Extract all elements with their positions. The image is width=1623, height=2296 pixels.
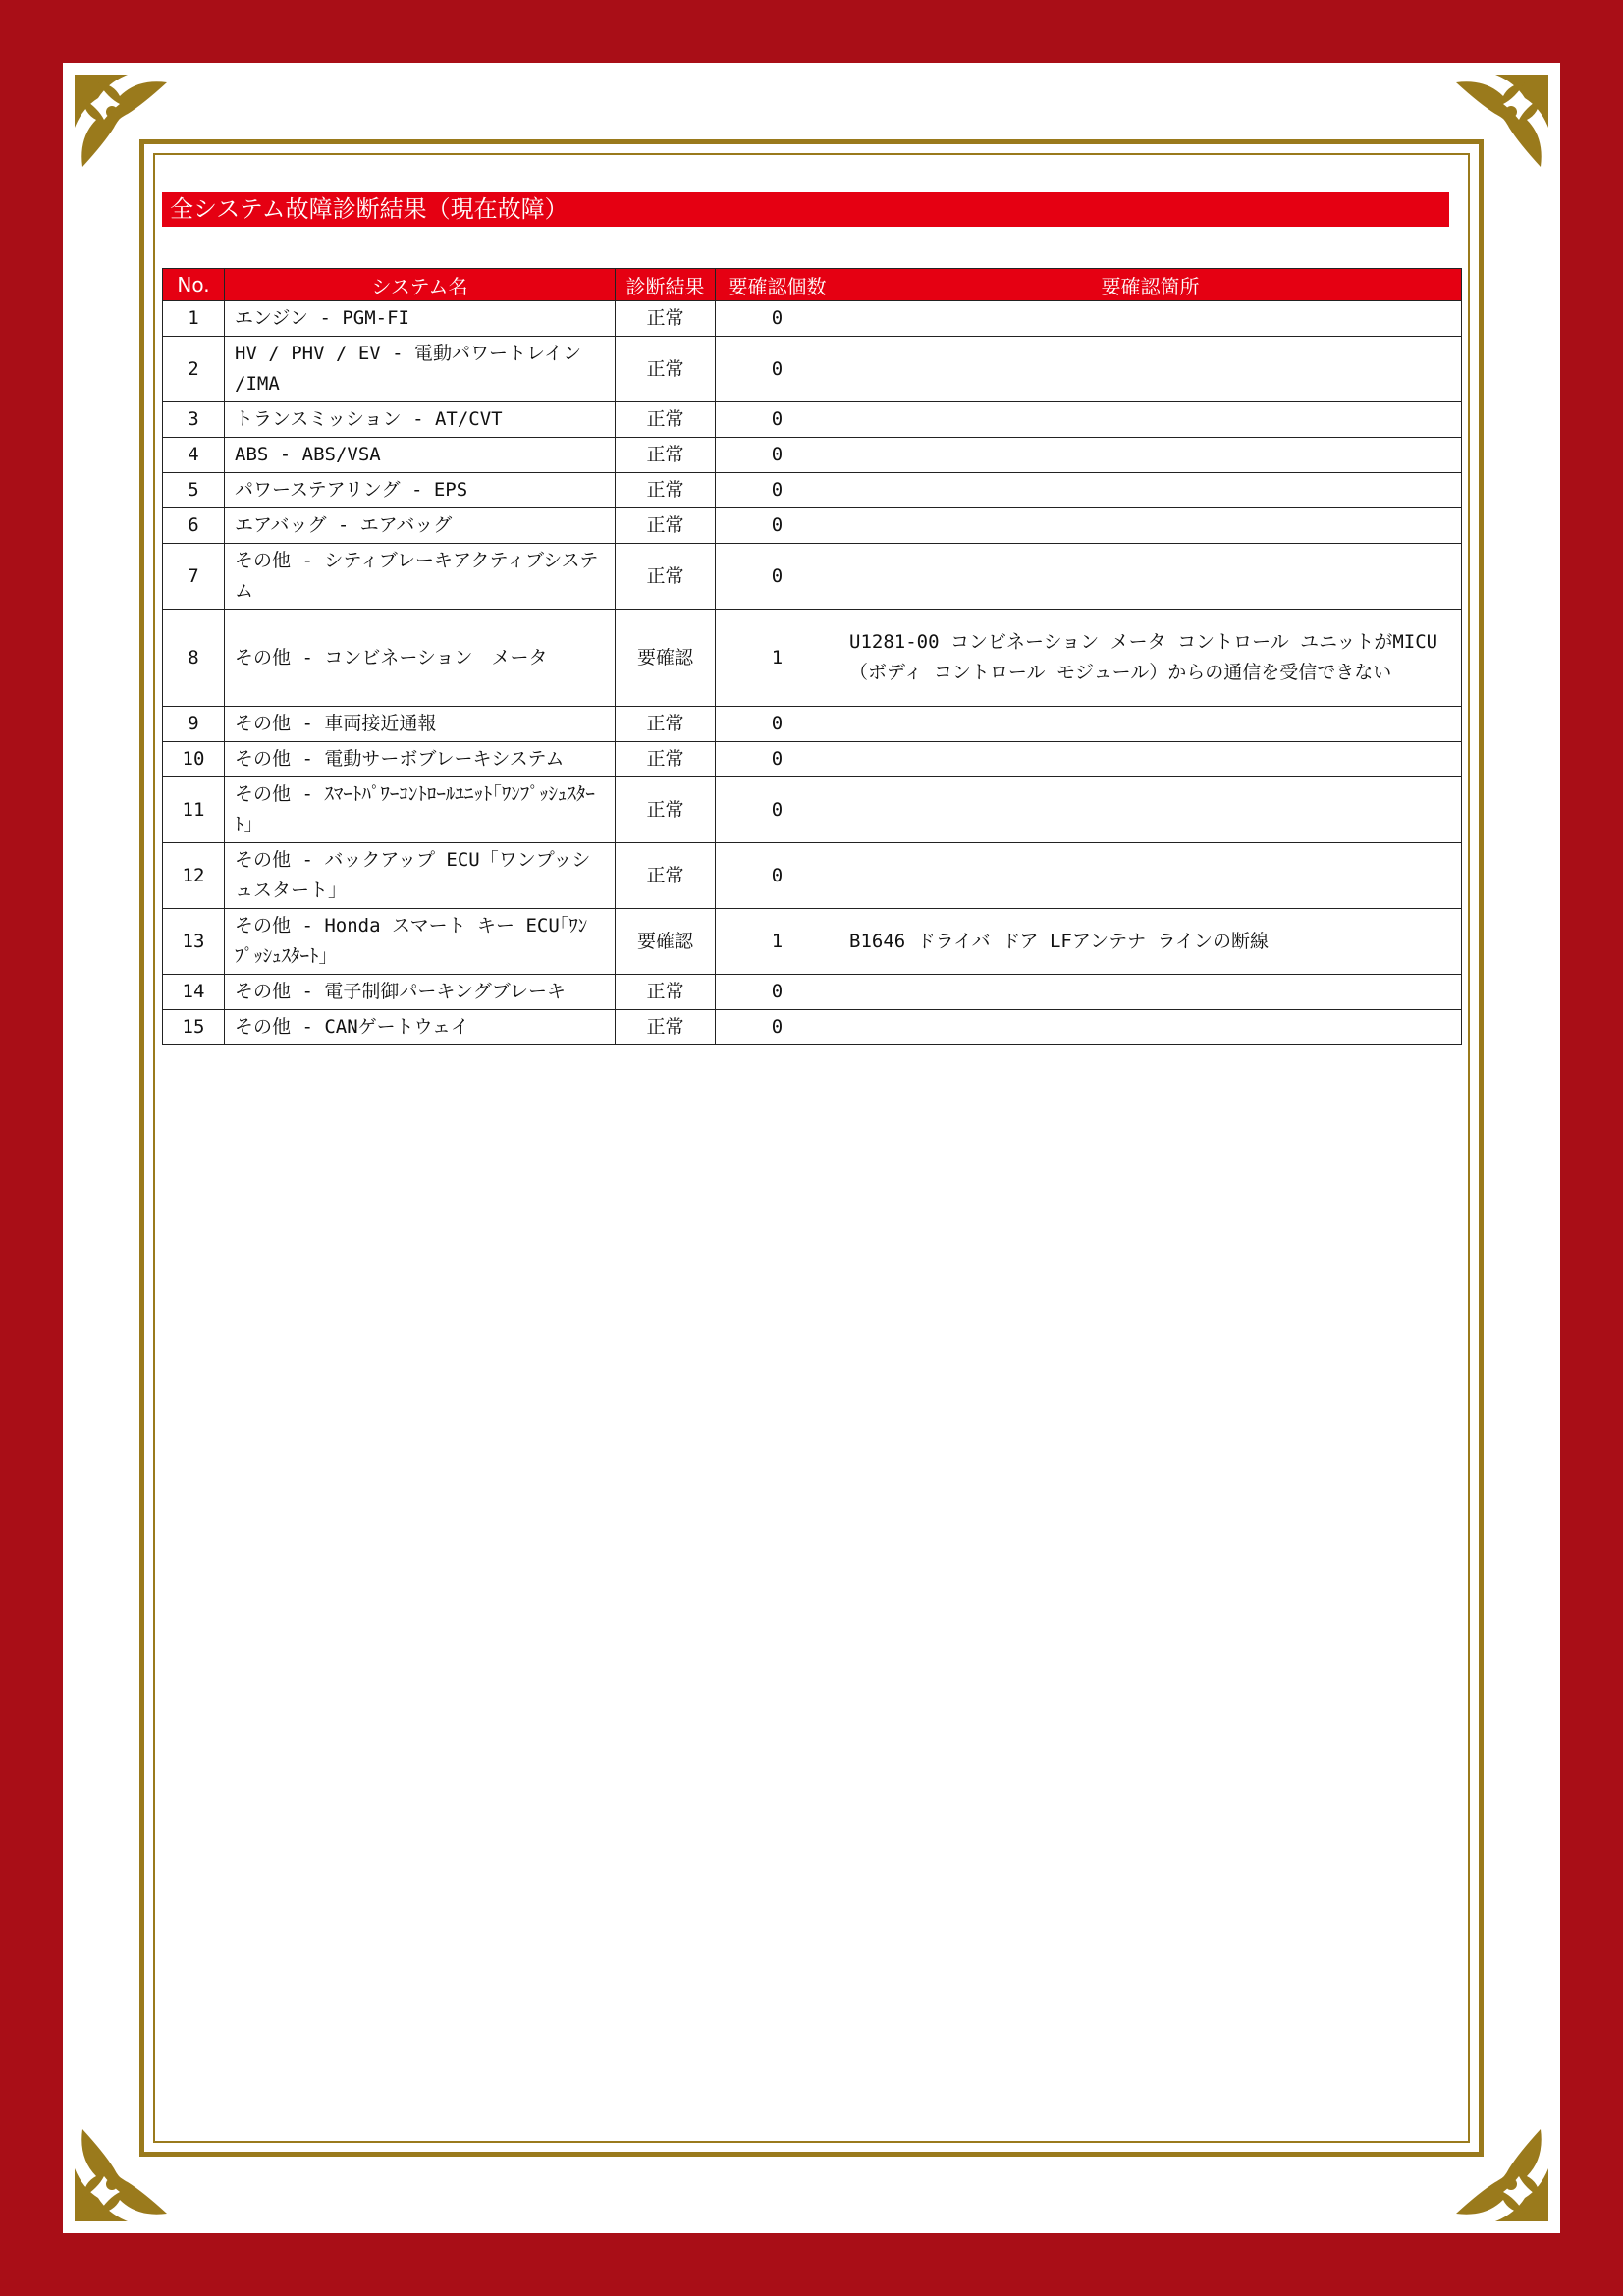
cell-count: 0 (716, 1010, 839, 1045)
cell-result: 正常 (616, 473, 716, 508)
table-header-row (163, 269, 1462, 301)
cell-system-name: その他 - 電動サーボブレーキシステム (225, 742, 616, 777)
cell-system-name: その他 - ｽﾏｰﾄﾊﾟﾜｰｺﾝﾄﾛｰﾙﾕﾆｯﾄ｢ﾜﾝﾌﾟｯｼｭｽﾀｰﾄ｣ (225, 777, 616, 843)
cell-location (839, 975, 1462, 1010)
cell-result: 正常 (616, 742, 716, 777)
header-result: 診断結果 (616, 269, 716, 301)
table-row (163, 402, 1462, 438)
header-location: 要確認箇所 (839, 269, 1462, 301)
section-title: 全システム故障診断結果（現在故障） (162, 192, 1449, 227)
cell-no: 13 (163, 909, 225, 975)
table-row (163, 975, 1462, 1010)
cell-count: 0 (716, 742, 839, 777)
cell-location (839, 438, 1462, 473)
table-row (163, 438, 1462, 473)
cell-result: 要確認 (616, 909, 716, 975)
header-no: No. (163, 269, 225, 301)
cell-system-name: パワーステアリング - EPS (225, 473, 616, 508)
cell-location (839, 402, 1462, 438)
cell-result: 正常 (616, 438, 716, 473)
cell-result: 正常 (616, 975, 716, 1010)
cell-system-name: その他 - 車両接近通報 (225, 707, 616, 742)
cell-no: 5 (163, 473, 225, 508)
cell-result: 正常 (616, 777, 716, 843)
cell-location (839, 843, 1462, 909)
cell-system-name: その他 - コンビネーション メータ (225, 610, 616, 707)
cell-system-name: HV / PHV / EV - 電動パワートレイン /IMA (225, 337, 616, 402)
cell-system-name: その他 - シティブレーキアクティブシステム (225, 544, 616, 610)
cell-location: B1646 ドライバ ドア LFアンテナ ラインの断線 (839, 909, 1462, 975)
cell-count: 0 (716, 975, 839, 1010)
cell-result: 正常 (616, 843, 716, 909)
table-row (163, 508, 1462, 544)
cell-system-name: エアバッグ - エアバッグ (225, 508, 616, 544)
corner-ornament-icon (1446, 2119, 1554, 2227)
cell-location (839, 742, 1462, 777)
cell-system-name: その他 - 電子制御パーキングブレーキ (225, 975, 616, 1010)
cell-no: 6 (163, 508, 225, 544)
cell-location (839, 301, 1462, 337)
cell-location (839, 337, 1462, 402)
cell-system-name: トランスミッション - AT/CVT (225, 402, 616, 438)
cell-location (839, 1010, 1462, 1045)
cell-count: 0 (716, 473, 839, 508)
cell-no: 8 (163, 610, 225, 707)
cell-system-name: エンジン - PGM-FI (225, 301, 616, 337)
cell-no: 11 (163, 777, 225, 843)
cell-result: 正常 (616, 301, 716, 337)
table-row (163, 909, 1462, 975)
cell-no: 4 (163, 438, 225, 473)
cell-no: 3 (163, 402, 225, 438)
cell-result: 正常 (616, 337, 716, 402)
cell-result: 正常 (616, 402, 716, 438)
table-row (163, 707, 1462, 742)
diagnosis-table (162, 268, 1462, 1045)
cell-system-name: その他 - CANゲートウェイ (225, 1010, 616, 1045)
cell-result: 正常 (616, 707, 716, 742)
cell-location (839, 544, 1462, 610)
cell-no: 7 (163, 544, 225, 610)
table-row (163, 1010, 1462, 1045)
cell-count: 0 (716, 777, 839, 843)
table-row (163, 777, 1462, 843)
cell-result: 正常 (616, 1010, 716, 1045)
cell-count: 0 (716, 402, 839, 438)
header-count: 要確認個数 (716, 269, 839, 301)
cell-no: 9 (163, 707, 225, 742)
report-page (63, 63, 1560, 2233)
cell-count: 0 (716, 337, 839, 402)
cell-no: 2 (163, 337, 225, 402)
cell-location: U1281-00 コンビネーション メータ コントロール ユニットがMICU（ボディ コントロール モジュール）からの通信を受信できない (839, 610, 1462, 707)
cell-count: 1 (716, 909, 839, 975)
cell-location (839, 777, 1462, 843)
table-row (163, 473, 1462, 508)
cell-system-name: ABS - ABS/VSA (225, 438, 616, 473)
table-row (163, 301, 1462, 337)
cell-count: 0 (716, 438, 839, 473)
cell-no: 10 (163, 742, 225, 777)
cell-no: 15 (163, 1010, 225, 1045)
table-row (163, 742, 1462, 777)
cell-location (839, 707, 1462, 742)
header-system-name: システム名 (225, 269, 616, 301)
corner-ornament-icon (69, 2119, 177, 2227)
cell-system-name: その他 - バックアップ ECU「ワンプッシュスタート」 (225, 843, 616, 909)
cell-count: 1 (716, 610, 839, 707)
cell-count: 0 (716, 843, 839, 909)
cell-result: 正常 (616, 544, 716, 610)
cell-count: 0 (716, 707, 839, 742)
cell-no: 14 (163, 975, 225, 1010)
table-row (163, 337, 1462, 402)
corner-ornament-icon (1446, 69, 1554, 177)
cell-location (839, 473, 1462, 508)
cell-count: 0 (716, 508, 839, 544)
cell-count: 0 (716, 301, 839, 337)
table-row (163, 610, 1462, 707)
cell-no: 12 (163, 843, 225, 909)
table-row (163, 843, 1462, 909)
cell-result: 要確認 (616, 610, 716, 707)
cell-system-name: その他 - Honda スマート キー ECU｢ﾜﾝﾌﾟｯｼｭｽﾀｰﾄ｣ (225, 909, 616, 975)
table-row (163, 544, 1462, 610)
cell-location (839, 508, 1462, 544)
cell-count: 0 (716, 544, 839, 610)
corner-ornament-icon (69, 69, 177, 177)
cell-result: 正常 (616, 508, 716, 544)
cell-no: 1 (163, 301, 225, 337)
